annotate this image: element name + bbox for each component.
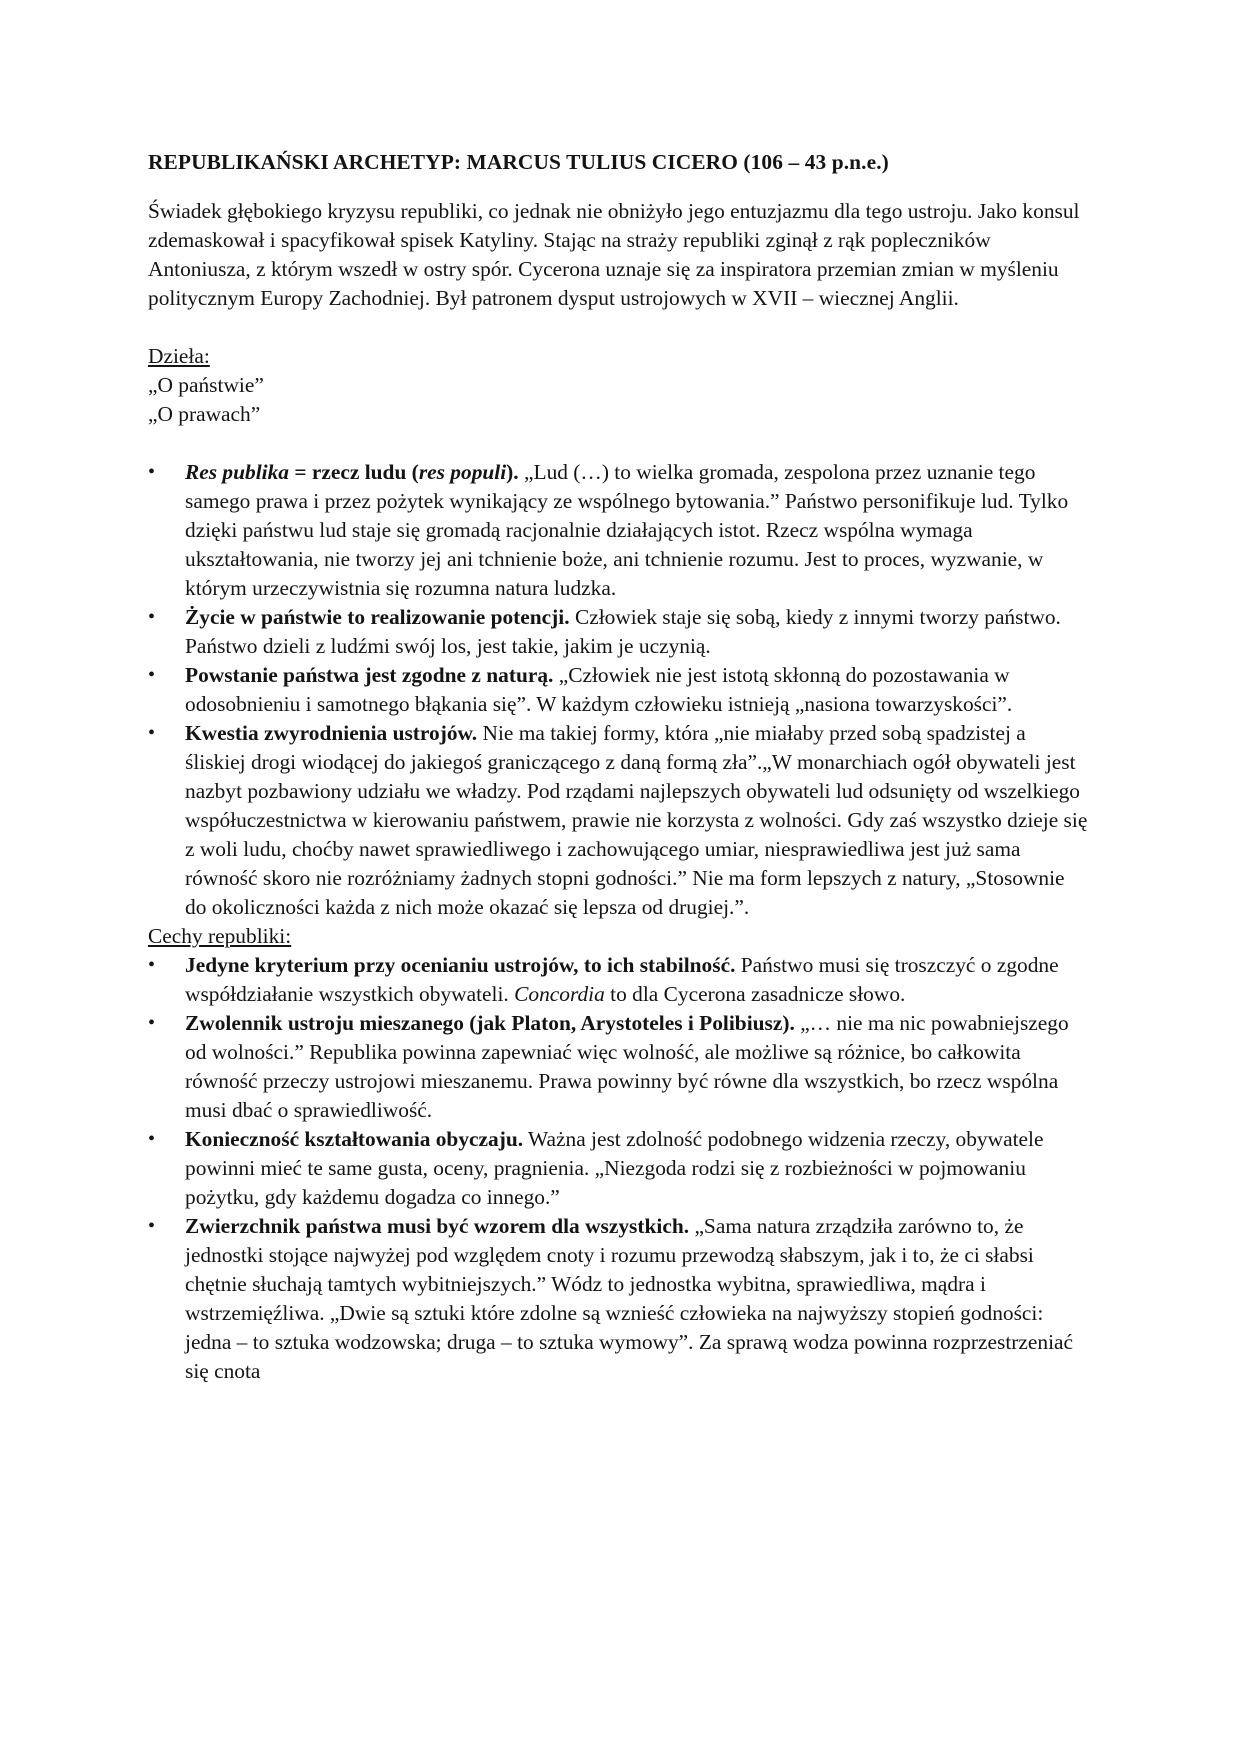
list-item <box>148 1125 1090 1212</box>
item-text: Państwo musi się troszczyć o zgodne współdziałanie wszystkich obywateli. <box>185 953 1059 1006</box>
list-item <box>148 603 1090 661</box>
works-item: „O prawach” <box>148 402 261 426</box>
item-lead: Res publika = rzecz ludu (res populi). <box>185 460 519 484</box>
item-text: to dla Cycerona zasadnicze słowo. <box>604 982 906 1006</box>
item-italic: Concordia <box>514 982 605 1006</box>
bullet-icon: • <box>148 722 156 744</box>
principles-list <box>148 458 1090 922</box>
republic-features-list <box>148 951 1090 1386</box>
item-text: „Lud (…) to wielka gromada, zespolona przez uznanie tego samego prawa i przez pożytek wynikający ze wspólnego bytowania.” Państwo personifikuje lud. Tylko dzięki państwu lud staje się gromadą racjonalnie działających istot. Rzecz wspólna wymaga ukształtowania, nie tworzy jej ani tchnienie boże, ani tchnienie rozumu. Jest to proces, wyzwanie, w którym urzeczywistnia się rozumna natura ludzka. <box>185 460 1069 600</box>
item-lead: Zwierzchnik państwa musi być wzorem dla wszystkich. <box>185 1214 690 1238</box>
item-lead: Jedyne kryterium przy ocenianiu ustrojów, to ich stabilność. <box>185 953 736 977</box>
item-lead: Konieczność kształtowania obyczaju. <box>185 1127 524 1151</box>
item-text: Nie ma takiej formy, która „nie miałaby przed sobą spadzistej a śliskiej drogi wiodącej do jakiegoś graniczącego z daną formą zła”.„W monarchiach ogół obywateli jest nazbyt pozbawiony udziału we władzy. Pod rządami najlepszych obywateli lud odsunięty od wszelkiego współuczestnictwa w kierowaniu państwem, prawie nie korzysta z wolności. Gdy zaś wszystko dzieje się z woli ludu, choćby nawet sprawiedliwego i zachowującego umiar, niesprawiedliwa jest już sama równość skoro nie rozróżniamy żadnych stopni godności.” Nie ma form lepszych z natury, „Stosownie do okoliczności każda z nich może okazać się lepsza od drugiej.”. <box>185 721 1088 919</box>
bullet-icon: • <box>148 461 156 483</box>
list-item <box>148 661 1090 719</box>
item-text: „… nie ma nic powabniejszego od wolności.” Republika powinna zapewniać więc wolność, ale możliwe są różnice, bo całkowita równość przeczy ustrojowi mieszanemu. Prawa powinny być równe dla wszystkich, bo rzecz wspólna musi dbać o sprawiedliwość. <box>185 1011 1069 1122</box>
works-heading: Dzieła: <box>148 344 210 368</box>
item-text: „Sama natura zrządziła zarówno to, że jednostki stojące najwyżej pod względem cnoty i rozumu przewodzą słabszym, jak i to, że ci słabsi chętnie słuchają tamtych wybitniejszych.” Wódz to jednostka wybitna, sprawiedliwa, mądra i wstrzemięźliwa. „Dwie są sztuki które zdolne są wznieść człowieka na najwyższy stopień godności: jedna – to sztuka wodzowska; druga – to sztuka wymowy”. Za sprawą wodza powinna rozprzestrzeniać się cnota <box>185 1214 1074 1383</box>
works-item: „O państwie” <box>148 373 264 397</box>
list-item <box>148 951 1090 1009</box>
intro-paragraph: Świadek głębokiego kryzysu republiki, co jednak nie obniżyło jego entuzjazmu dla tego ustroju. Jako konsul zdemaskował i spacyfikował spisek Katyliny. Stając na straży republiki zginął z rąk popleczników Antoniusza, z którym wszedł w ostry spór. Cycerona uznaje się za inspiratora przemian zmian w myśleniu politycznym Europy Zachodniej. Był patronem dysput ustrojowych w XVII – wiecznej Anglii. <box>148 199 1080 310</box>
item-lead: Powstanie państwa jest zgodne z naturą. <box>185 663 554 687</box>
list-item <box>148 1212 1090 1386</box>
list-item <box>148 1009 1090 1125</box>
item-lead: Życie w państwie to realizowanie potencji. <box>185 605 570 629</box>
works-section <box>148 342 1090 429</box>
bullet-icon: • <box>148 606 156 628</box>
list-item <box>148 458 1090 603</box>
bullet-icon: • <box>148 1215 156 1237</box>
document-title: REPUBLIKAŃSKI ARCHETYP: MARCUS TULIUS CICERO (106 – 43 p.n.e.) <box>148 150 889 174</box>
bullet-icon: • <box>148 664 156 686</box>
item-lead: Zwolennik ustroju mieszanego (jak Platon, Arystoteles i Polibiusz). <box>185 1011 795 1035</box>
item-text: „Człowiek nie jest istotą skłonną do pozostawania w odosobnieniu i samotnego błąkania się”. W każdym człowieku istnieją „nasiona towarzyskości”. <box>185 663 1013 716</box>
list-item <box>148 719 1090 922</box>
item-lead: Kwestia zwyrodnienia ustrojów. <box>185 721 478 745</box>
bullet-icon: • <box>148 1128 156 1150</box>
item-text: Człowiek staje się sobą, kiedy z innymi tworzy państwo. Państwo dzieli z ludźmi swój los, jest takie, jakim je uczynią. <box>185 605 1061 658</box>
republic-features-heading: Cechy republiki: <box>148 924 292 948</box>
bullet-icon: • <box>148 954 156 976</box>
bullet-icon: • <box>148 1012 156 1034</box>
item-text: Ważna jest zdolność podobnego widzenia rzeczy, obywatele powinni mieć te same gusta, oceny, pragnienia. „Niezgoda rodzi się z rozbieżności w pojmowaniu pożytku, gdy każdemu dogadza co innego.” <box>185 1127 1044 1209</box>
